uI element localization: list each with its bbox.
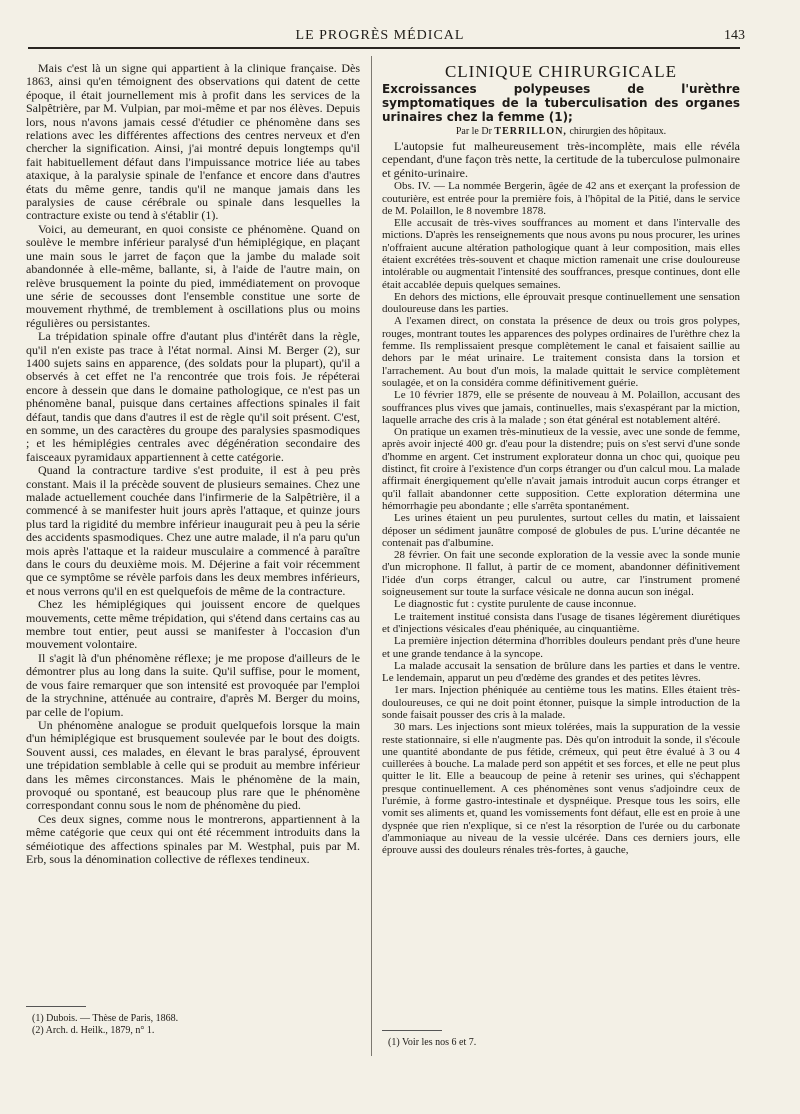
author-name: TERRILLON,	[494, 126, 567, 137]
paragraph: Voici, au demeurant, en quoi consiste ce phénomène. Quand on soulève le membre inférieur paralysé d'un hémiplégique, en plaçant une main sous le jarret de façon que la jambe du malade soit abandonnée à elle-même, ballante, si, à l'aide de l'autre main, on relève brusquement la pointe du pied, immédiatement on provoque une série de secousses dont l'ensemble constitue une sorte de mouvement rhythmé, de tremblement à oscillations plus ou moins régulières ou persistantes.	[26, 221, 360, 330]
paragraph: Quand la contracture tardive s'est produite, il est à peu près constant. Mais il la précède souvent de plusieurs semaines. Chez une malade actuellement couchée dans l'infirmerie de la Salpêtrière, il a commencé à se manifester huit jours après l'attaque, et quinze jours plus tard la rigidité du membre inférieur inaugurait peu à peu la série des accidents spasmodiques. Chez une autre malade, il n'a paru qu'un mois après l'attaque et la raideur musculaire a commencé à paraître dans le cours du deuxième mois. M. Déjerine a fait voir récemment que ce symptôme se révèle parfois dans les deux membres inférieurs, et nous verrons qu'il en est quelquefois de même de la contracture.	[26, 463, 360, 598]
observation-paragraph: A l'examen direct, on constata la présence de deux ou trois gros polypes, rouges, montrant toutes les apparences des polypes ordinaires de l'urèthre chez la femme. Ils remplissaient presque complètement le canal et faisaient saillie au dehors par le méat urinaire. Le traitement consista dans la torsion et l'arrachement. Au bout d'un mois, la malade quittait le service complètement soulagée, et on la considéra comme définitivement guérie.	[382, 315, 740, 389]
observation-paragraph: Obs. IV. — La nommée Bergerin, âgée de 42 ans et exerçant la profession de couturière, est entrée pour la première fois, à l'hôpital de la Pitié, dans le service de M. Polaillon, le 8 novembre 1878.	[382, 180, 740, 217]
footnote-rule	[26, 1006, 86, 1007]
observation-paragraph: En dehors des mictions, elle éprouvait presque continuellement une sensation douloureuse dans les parties.	[382, 290, 740, 316]
observation-paragraph: 30 mars. Les injections sont mieux tolérées, mais la suppuration de la vessie reste stationnaire, si elle n'augmente pas. Dès qu'on introduit la sonde, il s'écoule une quantité abondante de pus fétide, crémeux, qui peut être évalué à 3 ou 4 cuillerées à bouche. La malade perd son appétit et ses forces, et elle ne peut plus quitter le lit. Elle a beaucoup de peine à retenir ses urines, qui s'échappent presque continuellement. A ces phénomènes sont venus s'adjoindre ceux de l'urémie, à forme gastro-intestinale et dyspnéique. Presque tous les soirs, elle vomit ses aliments et, quand les vomissements font défaut, elle est en proie à une dyspnée que rien n'explique, si ce n'est la résorption de l'urée ou du carbonate d'ammoniaque au niveau de la vessie ulcérée. Dans ces derniers jours, elle éprouve aussi des douleurs rénales très-fortes, à gauche,	[382, 721, 740, 857]
left-footnotes	[26, 1006, 360, 1037]
right-column	[382, 62, 740, 857]
footnote-rule	[382, 1030, 442, 1031]
author-prefix: Par le Dr	[455, 126, 492, 137]
page-number: 143	[724, 28, 745, 43]
footnote: (1) Dubois. — Thèse de Paris, 1868.	[32, 1013, 179, 1024]
footnote: (1) Voir les nos 6 et 7.	[388, 1037, 477, 1048]
paragraph: Mais c'est là un signe qui appartient à la clinique française. Dès 1863, ainsi qu'en témoignent des observations qui datent de cette époque, il était journellement mis à profit dans les services de la Salpêtrière, par M. Vulpian, par moi-même et par nos élèves. Depuis lors, nous n'avons jamais cessé d'étudier ce phénomène dans ses relations avec les différentes affections des centres nerveux et d'en chercher la signification. Ainsi, j'ai montré depuis longtemps qu'il fait habituellement défaut dans l'impuissance motrice liée au tabes ataxique, à la paralysie spinale de l'enfance et encore dans d'autres états du même genre, tandis qu'il ne manque jamais dans les paralysies de cause cérébrale ou spinale dans lesquelles la contracture existe ou tend à s'établir (1).	[26, 61, 360, 223]
observation-paragraph: La première injection détermina d'horribles douleurs pendant près d'une heure et une grande tendance à la syncope.	[382, 635, 740, 660]
paragraph: La trépidation spinale offre d'autant plus d'intérêt dans la règle, qu'il n'en existe pas trace à l'état normal. Ainsi M. Berger (2), sur 1400 sujets sains en apparence, (des soldats pour la plupart), qu'il a observés à cet effet ne l'a rencontrée que trois fois. Je répéterai encore à dessein que dans le domaine pathologique, ce n'est pas un phénomène banal, puisque dans certaines affections spinales il fait défaut, tandis que dans d'autres il est de règle qu'il soit présent. C'est, en somme, un des caractères du groupe des paralysies spasmodiques ; et les hémiplégies centrales avec dégénération secondaire des faisceaux pyramidaux appartiennent à cette catégorie.	[26, 329, 360, 464]
observation-paragraph: On pratique un examen très-minutieux de la vessie, avec une sonde de femme, après avoir injecté 400 gr. d'eau pour la distendre; puis on s'est servi d'une sonde d'homme en argent. Cet instrument explorateur donna un choc qui, quoique peu distinct, fit croire à l'existence d'un corps étranger ou d'un calcul mou. La malade affirmait énergiquement qu'elle n'avait jamais introduit aucun corps étranger et qu'il fallait abandonner cette supposition. Cette exploration détermina une hémorrhagie peu abondante ; elle s'arrêta spontanément.	[382, 426, 740, 512]
article-title: Excroissances polypeuses de l'urèthre symptomatiques de la tuberculisation des organes urinaires chez la femme (1);	[382, 82, 740, 124]
page-header	[20, 28, 745, 46]
section-title: CLINIQUE CHIRURGICALE	[444, 62, 678, 81]
paragraph: Il s'agit là d'un phénomène réflexe; je me propose d'ailleurs de le démontrer plus au long dans la suite. Qu'il suffise, pour le moment, de vous faire remarquer que son intensité est provoquée par l'emploi de la strychnine, atténuée au contraire, d'après M. Berger du moins, par celle de l'opium.	[26, 650, 360, 719]
observation-paragraph: Elle accusait de très-vives souffrances au moment et dans l'intervalle des mictions. D'après les renseignements que nous avons pu nous procurer, les urines n'offraient aucune altération pathologique quant à leur composition, mais elles étaient excrétées très-souvent et chaque miction ramenait une crise douloureuse intolérable ou augmentait l'intensité des souffrances, presque continues, dont elle était accablée depuis quelques semaines.	[382, 217, 740, 291]
observation-paragraph: Le diagnostic fut : cystite purulente de cause inconnue.	[394, 598, 637, 611]
article-author	[382, 124, 740, 140]
footnote: (2) Arch. d. Heilk., 1879, n° 1.	[32, 1025, 155, 1036]
journal-title: LE PROGRÈS MÉDICAL	[295, 28, 465, 43]
paragraph: Chez les hémiplégiques qui jouissent encore de quelques mouvements, cette même trépidation, qui s'étend dans certains cas au membre tout entier, peut aussi se manifester à l'occasion d'un mouvement volontaire.	[26, 597, 360, 652]
paragraph: L'autopsie fut malheureusement très-incomplète, mais elle révéla cependant, d'une façon très nette, la certitude de la tuberculose pulmonaire et génito-urinaire.	[382, 139, 741, 180]
observation-paragraph: Les urines étaient un peu purulentes, surtout celles du matin, et laissaient déposer un sédiment jaunâtre composé de globules de pus. L'urine décantée ne contenait pas d'albumine.	[382, 512, 740, 549]
observation-paragraph: 28 février. On fait une seconde exploration de la vessie avec la sonde munie d'un microphone. Il fallut, à partir de ce moment, abandonner définitivement l'idée d'un corps étranger, calcul ou autre, car l'instrument promené soigneusement sur toute la surface vésicale ne donna aucun son inégal.	[382, 549, 740, 599]
observation-paragraph: La malade accusait la sensation de brûlure dans les parties et dans le ventre. Le lendemain, apparut un peu d'œdème des grandes et des petites lèvres.	[382, 659, 740, 685]
left-column	[26, 62, 360, 866]
observation-paragraph: Le traitement institué consista dans l'usage de tisanes légèrement diurétiques et d'injections vésicales d'eau phéniquée, au cinquantième.	[382, 610, 740, 635]
paragraph: Ces deux signes, comme nous le montrerons, appartiennent à la même catégorie que ceux qui ont été récemment introduits dans la séméiotique des affections spinales par M. Westphal, puis par M. Erb, sous la dénomination collective de réflexes tendineux.	[26, 811, 360, 866]
observation-paragraph: Le 10 février 1879, elle se présente de nouveau à M. Polaillon, accusant des souffrances plus vives que jamais, continuelles, mais s'exaspérant par la miction, laquelle arrache des cris à la malade ; son état général est notablement altéré.	[382, 389, 740, 426]
observation-paragraph: 1er mars. Injection phéniquée au centième tous les matins. Elles étaient très-douloureuses, ce qui ne doit point étonner, puisque la simple introduction de la sonde faisait pousser des cris à la malade.	[382, 684, 740, 721]
column-divider	[371, 56, 372, 1056]
author-affiliation: chirurgien des hôpitaux.	[569, 126, 667, 137]
paragraph: Un phénomène analogue se produit quelquefois lorsque la main d'un hémiplégique est brusquement soulevée par le bout des doigts. Souvent aussi, ces malades, en élevant le bras paralysé, éprouvent une trépidation semblable à celle qui se produit au membre inférieur dans les mêmes circonstances. Mais le phénomène de la main, provoqué ou spontané, est beaucoup plus rare que le phénomène correspondant connu sous le nom de phénomène du pied.	[26, 717, 360, 813]
right-footnotes	[382, 1030, 740, 1049]
header-rule	[28, 47, 740, 49]
